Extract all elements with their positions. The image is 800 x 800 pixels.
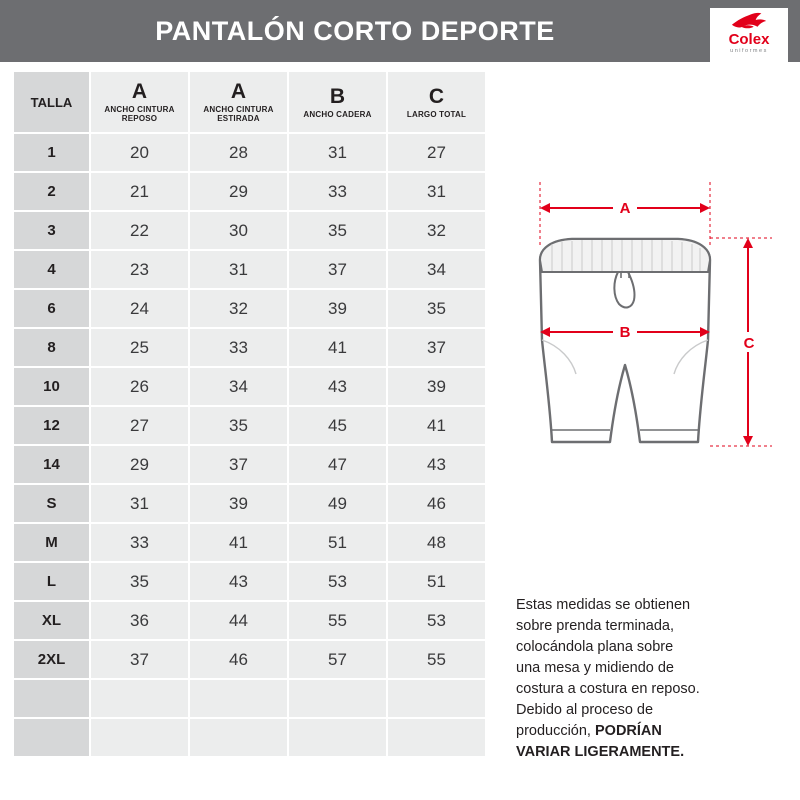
svg-text:A: A	[619, 200, 631, 217]
column-header-b-cadera	[288, 71, 387, 133]
cell-measure: 35	[90, 562, 189, 601]
cell-measure: 46	[189, 640, 288, 679]
cell-measure: 36	[90, 601, 189, 640]
cell-measure: 31	[189, 250, 288, 289]
table-row	[13, 211, 486, 250]
cell-talla: 2XL	[13, 640, 90, 679]
brand-logo	[710, 8, 788, 70]
cell-measure: 43	[387, 445, 486, 484]
cell-measure: 45	[288, 406, 387, 445]
cell-talla: 6	[13, 289, 90, 328]
page-title: PANTALÓN CORTO DEPORTE	[155, 15, 555, 46]
cell-measure: 35	[189, 406, 288, 445]
cell-measure: 51	[288, 523, 387, 562]
table-row	[13, 562, 486, 601]
cell-measure: 37	[189, 445, 288, 484]
column-letter: A	[230, 80, 247, 103]
note-line-7-emphasis: PODRÍAN	[595, 723, 662, 739]
note-line-1: Estas medidas se obtienen	[516, 597, 691, 613]
cell-empty	[90, 718, 189, 757]
cell-measure: 27	[387, 133, 486, 172]
shorts-technical-drawing	[500, 160, 790, 490]
cell-measure: 32	[387, 211, 486, 250]
cell-measure: 35	[288, 211, 387, 250]
cell-empty	[13, 679, 90, 718]
cell-measure: 29	[90, 445, 189, 484]
column-header-a-reposo	[90, 71, 189, 133]
table-row-empty	[13, 718, 486, 757]
column-letter: C	[428, 84, 445, 108]
cell-empty	[288, 679, 387, 718]
cell-measure: 39	[288, 289, 387, 328]
brand-subtitle: uniformes	[730, 48, 768, 54]
cell-talla: 12	[13, 406, 90, 445]
cell-empty	[90, 679, 189, 718]
cell-measure: 30	[189, 211, 288, 250]
column-description: ANCHO CINTURA REPOSO	[104, 105, 175, 123]
column-letter: B	[329, 84, 346, 108]
measure-c-arrow	[738, 238, 760, 446]
note-line-4: una mesa y midiendo de	[516, 660, 674, 676]
column-letter: A	[131, 80, 148, 103]
table-row-empty	[13, 679, 486, 718]
table-row	[13, 328, 486, 367]
cell-measure: 22	[90, 211, 189, 250]
table-header-row	[13, 71, 486, 133]
note-line-7-prefix: producción,	[516, 723, 595, 739]
cell-measure: 29	[189, 172, 288, 211]
measurement-note	[516, 595, 786, 763]
cell-measure: 39	[189, 484, 288, 523]
brand-name: Colex	[728, 31, 770, 48]
cell-measure: 41	[387, 406, 486, 445]
cell-empty	[288, 718, 387, 757]
garment-diagram	[500, 160, 790, 490]
cell-measure: 48	[387, 523, 486, 562]
cell-talla: L	[13, 562, 90, 601]
cell-talla: 4	[13, 250, 90, 289]
cell-talla: M	[13, 523, 90, 562]
note-line-5: costura a costura en reposo.	[516, 681, 700, 697]
cell-talla: 14	[13, 445, 90, 484]
table-body	[13, 133, 486, 757]
table-row	[13, 289, 486, 328]
svg-text:B: B	[619, 324, 631, 341]
cell-measure: 55	[288, 601, 387, 640]
cell-measure: 24	[90, 289, 189, 328]
table-row	[13, 406, 486, 445]
table-row	[13, 133, 486, 172]
cell-measure: 27	[90, 406, 189, 445]
cell-measure: 55	[387, 640, 486, 679]
cell-empty	[387, 718, 486, 757]
table-row	[13, 445, 486, 484]
cell-measure: 51	[387, 562, 486, 601]
table-row	[13, 172, 486, 211]
cell-talla: 1	[13, 133, 90, 172]
cell-measure: 37	[387, 328, 486, 367]
cell-measure: 33	[288, 172, 387, 211]
cell-talla: 2	[13, 172, 90, 211]
note-line-2: sobre prenda terminada,	[516, 618, 674, 634]
cell-measure: 47	[288, 445, 387, 484]
cell-measure: 21	[90, 172, 189, 211]
column-header-talla: TALLA	[13, 71, 90, 133]
cell-measure: 34	[387, 250, 486, 289]
cell-measure: 32	[189, 289, 288, 328]
page-header	[0, 0, 800, 62]
column-header-a-estirada	[189, 71, 288, 133]
cell-measure: 34	[189, 367, 288, 406]
cell-measure: 20	[90, 133, 189, 172]
cell-measure: 28	[189, 133, 288, 172]
cell-measure: 41	[288, 328, 387, 367]
cell-measure: 53	[288, 562, 387, 601]
table-row	[13, 523, 486, 562]
measure-a-arrow	[540, 199, 710, 217]
note-line-8-emphasis: VARIAR LIGERAMENTE.	[516, 744, 685, 760]
cell-talla: XL	[13, 601, 90, 640]
column-description: LARGO TOTAL	[406, 109, 467, 119]
cell-measure: 44	[189, 601, 288, 640]
table-row	[13, 484, 486, 523]
cell-measure: 43	[189, 562, 288, 601]
table-row	[13, 640, 486, 679]
column-description: ANCHO CADERA	[303, 109, 372, 119]
cell-talla: 8	[13, 328, 90, 367]
cell-measure: 23	[90, 250, 189, 289]
cell-measure: 26	[90, 367, 189, 406]
size-table	[12, 70, 487, 758]
cell-measure: 49	[288, 484, 387, 523]
table-row	[13, 250, 486, 289]
cell-measure: 46	[387, 484, 486, 523]
cell-measure: 37	[288, 250, 387, 289]
cell-measure: 31	[288, 133, 387, 172]
cell-measure: 57	[288, 640, 387, 679]
cell-empty	[387, 679, 486, 718]
cell-measure: 35	[387, 289, 486, 328]
cell-measure: 31	[387, 172, 486, 211]
cell-measure: 31	[90, 484, 189, 523]
cell-talla: 10	[13, 367, 90, 406]
svg-text:C: C	[743, 335, 755, 352]
table-row	[13, 367, 486, 406]
cell-measure: 25	[90, 328, 189, 367]
cell-measure: 41	[189, 523, 288, 562]
table-row	[13, 601, 486, 640]
cell-measure: 37	[90, 640, 189, 679]
cell-measure: 33	[90, 523, 189, 562]
eagle-icon	[730, 11, 768, 31]
note-line-3: colocándola plana sobre	[516, 639, 674, 655]
cell-measure: 53	[387, 601, 486, 640]
cell-empty	[189, 718, 288, 757]
note-line-6: Debido al proceso de	[516, 702, 654, 718]
cell-measure: 33	[189, 328, 288, 367]
cell-measure: 43	[288, 367, 387, 406]
cell-measure: 39	[387, 367, 486, 406]
column-description: ANCHO CINTURA ESTIRADA	[203, 105, 274, 123]
cell-talla: S	[13, 484, 90, 523]
cell-empty	[189, 679, 288, 718]
cell-talla: 3	[13, 211, 90, 250]
column-header-c-largo	[387, 71, 486, 133]
cell-empty	[13, 718, 90, 757]
